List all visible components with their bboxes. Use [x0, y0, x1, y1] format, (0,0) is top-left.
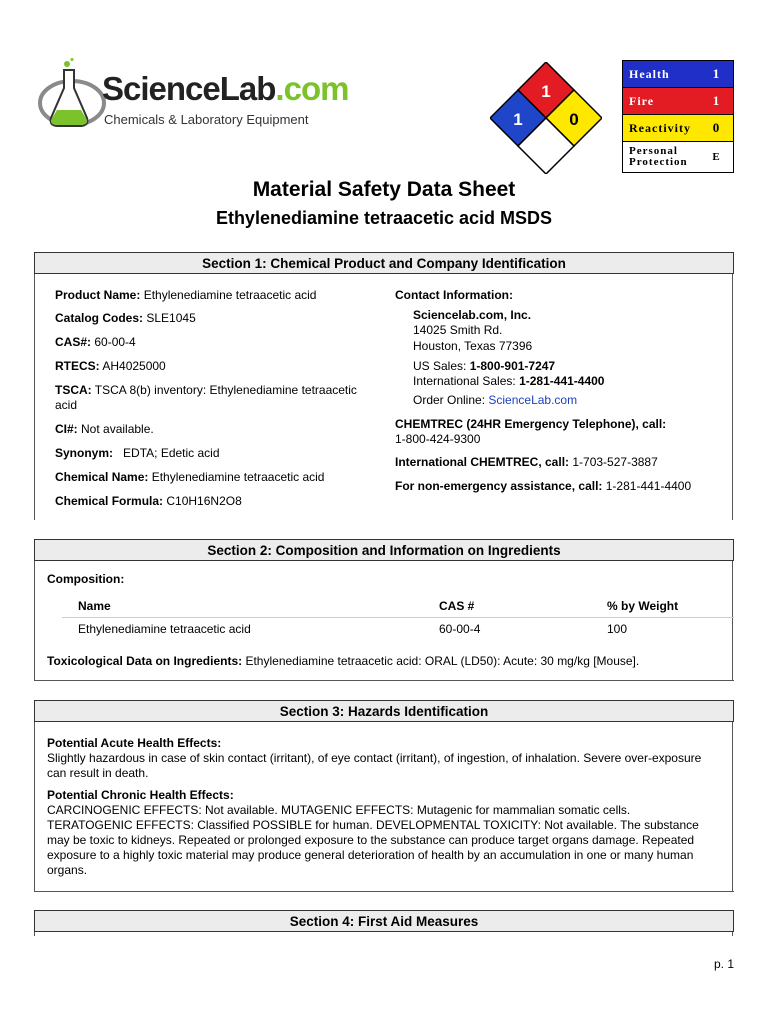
- non-emergency: [395, 479, 691, 494]
- us-sales-label: US Sales:: [413, 359, 470, 373]
- section2-border-bottom: [34, 680, 734, 681]
- chemical-formula-label: Chemical Formula:: [55, 494, 164, 508]
- contact-info-label: Contact Information:: [395, 288, 513, 302]
- company-name: Sciencelab.com, Inc.: [413, 308, 532, 322]
- order-online-link[interactable]: ScienceLab.com: [488, 393, 578, 407]
- chronic-effects-line: organs.: [47, 863, 88, 877]
- chemtrec-phone: 1-800-424-9300: [395, 432, 481, 446]
- chemical-formula-field: [55, 494, 242, 509]
- cas-value: 60-00-4: [94, 335, 136, 349]
- acute-effects-label: Potential Acute Health Effects:: [47, 736, 222, 750]
- catalog-code-field: [55, 311, 196, 326]
- chronic-effects-line: TERATOGENIC EFFECTS: Classified POSSIBLE for human. DEVELOPMENTAL TOXICITY: Not available. The substance: [47, 818, 699, 832]
- brand-tagline: Chemicals & Laboratory Equipment: [104, 112, 309, 127]
- composition-table: [62, 595, 734, 640]
- section3-border-right: [732, 722, 733, 892]
- section2-border-left: [34, 561, 35, 681]
- hmis-health-label: Health: [623, 61, 700, 88]
- chronic-effects-line: exposure to a highly toxic material may produce general deterioration of health by an accumulation in one or many human: [47, 848, 694, 862]
- hmis-fire-label: Fire: [623, 88, 700, 115]
- non-emergency-label: For non-emergency assistance, call:: [395, 479, 606, 493]
- intl-chemtrec: [395, 455, 658, 470]
- section4-border-left: [34, 932, 35, 936]
- synonym-label: Synonym:: [55, 446, 114, 460]
- cas-field: [55, 335, 136, 350]
- nfpa-health-value: 1: [513, 110, 523, 129]
- ci-value: Not available.: [81, 422, 154, 436]
- brand-science: Science: [102, 70, 220, 107]
- tsca-value: TSCA 8(b) inventory: Ethylenediamine tetraacetic: [94, 383, 357, 397]
- chemical-name-label: Chemical Name:: [55, 470, 149, 484]
- brand-com: .com: [275, 70, 349, 107]
- tox-data-label: Toxicological Data on Ingredients:: [47, 654, 246, 668]
- col-cas-header: CAS #: [439, 599, 475, 613]
- chemical-name-field: [55, 470, 324, 485]
- hmis-fire-value: 1: [699, 88, 734, 115]
- intl-sales-label: International Sales:: [413, 374, 520, 388]
- table-row: [62, 618, 734, 641]
- chronic-effects-line: may be toxic to kidneys. Repeated or prolonged exposure to the substance can produce target organs damage. Repeated: [47, 833, 695, 847]
- tsca-label: TSCA:: [55, 383, 92, 397]
- us-sales: [413, 359, 555, 374]
- synonym-field: [55, 446, 220, 461]
- product-name-label: Product Name:: [55, 288, 141, 302]
- order-online-label: Order Online:: [413, 393, 489, 407]
- hmis-rating-table: [622, 60, 734, 173]
- rtecs-field: [55, 359, 166, 374]
- ingredient-weight-cell: 100: [591, 618, 734, 641]
- nfpa-fire-value: 1: [541, 82, 551, 101]
- ingredient-cas-cell: 60-00-4: [423, 618, 591, 641]
- hmis-reactivity-value: 0: [699, 115, 734, 142]
- order-online: [413, 393, 577, 408]
- us-sales-phone: 1-800-901-7247: [469, 359, 556, 373]
- chemical-name-value: Ethylenediamine tetraacetic acid: [151, 470, 325, 484]
- synonym-value: EDTA; Edetic acid: [123, 446, 220, 460]
- brand-name: [102, 70, 348, 108]
- page-number: p. 1: [713, 957, 734, 971]
- page-title: Material Safety Data Sheet: [252, 178, 516, 201]
- tsca-field-cont: acid: [55, 398, 78, 412]
- hmis-ppe-label: [623, 142, 700, 173]
- hmis-ppe-label-line1: Personal: [629, 145, 678, 157]
- page-subtitle: Ethylenediamine tetraacetic acid MSDS: [215, 208, 553, 228]
- nfpa-reactivity-value: 0: [569, 110, 579, 129]
- section3-heading: Section 3: Hazards Identification: [34, 700, 734, 722]
- nfpa-diamond: [490, 62, 602, 174]
- section1-border-right: [732, 274, 733, 520]
- product-name-value: Ethylenediamine tetraacetic acid: [143, 288, 317, 302]
- section3-border-bottom: [34, 891, 734, 892]
- hmis-ppe-row: [623, 142, 734, 173]
- tox-data-text: Ethylenediamine tetraacetic acid: ORAL (LD50): Acute: 30 mg/kg [Mouse].: [245, 654, 640, 668]
- flask-icon: [34, 58, 109, 138]
- section3-body: [47, 736, 732, 878]
- chemtrec-label: CHEMTREC (24HR Emergency Telephone), call:: [395, 417, 667, 431]
- intl-chemtrec-label: International CHEMTREC, call:: [395, 455, 573, 469]
- composition-label: Composition:: [47, 572, 125, 586]
- product-name-field: [55, 288, 316, 303]
- chronic-effects-label: Potential Chronic Health Effects:: [47, 788, 234, 802]
- intl-chemtrec-phone: 1-703-527-3887: [572, 455, 658, 469]
- intl-sales-phone: 1-281-441-4400: [519, 374, 605, 388]
- col-weight-header: % by Weight: [607, 599, 679, 613]
- section4-border-right: [732, 932, 733, 936]
- cas-label: CAS#:: [55, 335, 92, 349]
- section4-heading: Section 4: First Aid Measures: [34, 910, 734, 932]
- rtecs-label: RTECS:: [55, 359, 100, 373]
- non-emergency-phone: 1-281-441-4400: [605, 479, 692, 493]
- chronic-effects-line: CARCINOGENIC EFFECTS: Not available. MUTAGENIC EFFECTS: Mutagenic for mammalian somatic cells.: [47, 803, 631, 817]
- section1-border-left: [34, 274, 35, 520]
- hmis-fire-row: [623, 88, 734, 115]
- section1-heading: Section 1: Chemical Product and Company Identification: [34, 252, 734, 274]
- ci-label: CI#:: [55, 422, 78, 436]
- hmis-health-row: [623, 61, 734, 88]
- rtecs-value: AH4025000: [102, 359, 166, 373]
- hmis-ppe-value: E: [699, 142, 734, 173]
- acute-effects-line: can result in death.: [47, 766, 149, 780]
- ingredient-name-cell: Ethylenediamine tetraacetic acid: [62, 618, 423, 641]
- acute-effects-line: Slightly hazardous in case of skin contact (irritant), of eye contact (irritant), of ingestion, of inhalation. Severe over-exposure: [47, 751, 702, 765]
- hmis-reactivity-label: Reactivity: [623, 115, 700, 142]
- hmis-ppe-label-line2: Protection: [629, 156, 688, 168]
- brand-lab: Lab: [219, 70, 276, 107]
- col-name-header: Name: [78, 599, 111, 613]
- ci-field: [55, 422, 154, 437]
- tox-data: [47, 654, 639, 669]
- chemical-formula-value: C10H16N2O8: [166, 494, 242, 508]
- company-address-1: 14025 Smith Rd.: [413, 323, 503, 337]
- hmis-health-value: 1: [699, 61, 734, 88]
- company-address-2: Houston, Texas 77396: [413, 339, 533, 353]
- catalog-code-label: Catalog Codes:: [55, 311, 144, 325]
- section3-border-left: [34, 722, 35, 892]
- section2-heading: Section 2: Composition and Information on Ingredients: [34, 539, 734, 561]
- sciencelab-logo: [34, 58, 349, 138]
- intl-sales: [413, 374, 604, 389]
- catalog-code-value: SLE1045: [146, 311, 196, 325]
- tsca-field: [55, 383, 357, 398]
- hmis-reactivity-row: [623, 115, 734, 142]
- composition-table-header: [62, 595, 734, 618]
